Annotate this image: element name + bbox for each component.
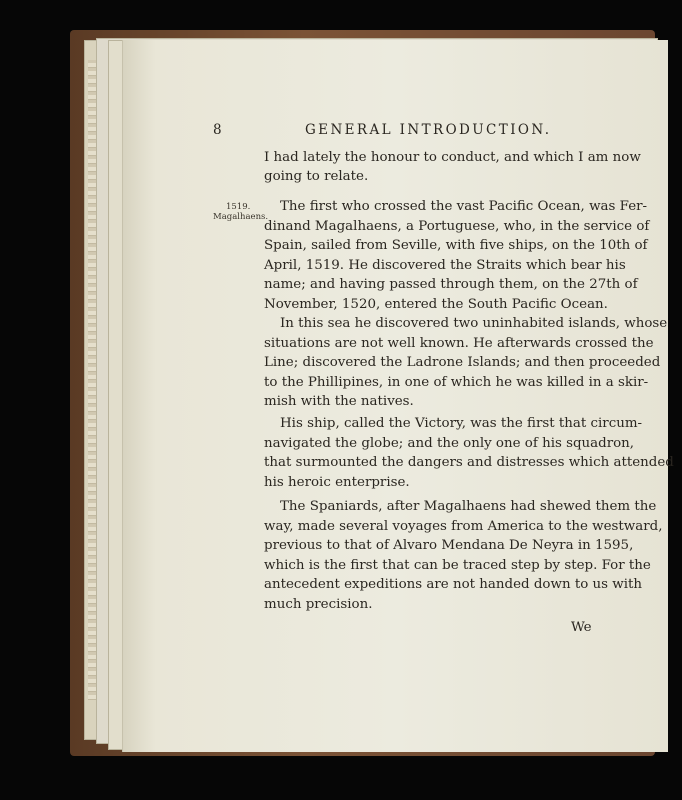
text-line: previous to that of Alvaro Mendana De Neyra in 1595, bbox=[264, 538, 634, 553]
text-line: I had lately the honour to conduct, and which I am now bbox=[264, 150, 641, 165]
text-line: which is the first that can be traced step by step. For the bbox=[264, 557, 651, 573]
margin-note-name: Magalhaens. bbox=[213, 212, 269, 222]
text-line: In this sea he discovered two uninhabited islands, whose bbox=[280, 316, 668, 331]
text-line: that surmounted the dangers and distresses which attended bbox=[264, 455, 674, 470]
text-line: Spain, sailed from Seville, with five ships, on the 10th of bbox=[264, 238, 648, 253]
running-title: GENERAL INTRODUCTION. bbox=[305, 122, 552, 138]
text-line: much precision. bbox=[264, 596, 373, 612]
text-line: to the Phillipines, in one of which he was killed in a skir- bbox=[264, 374, 649, 390]
page-edge-speckle bbox=[88, 60, 96, 700]
text-line: Line; discovered the Ladrone Islands; and then proceeded bbox=[264, 355, 661, 370]
text-line: dinand Magalhaens, a Portuguese, who, in the service of bbox=[264, 218, 650, 234]
text-line: navigated the globe; and the only one of his squadron, bbox=[264, 435, 635, 451]
text-line: situations are not well known. He afterwards crossed the bbox=[264, 335, 654, 351]
text-line: antecedent expeditions are not handed down to us with bbox=[264, 577, 643, 592]
text-line: The first who crossed the vast Pacific Ocean, was Fer- bbox=[280, 199, 648, 214]
margin-note-year: 1519. bbox=[226, 202, 251, 212]
page-number: 8 bbox=[213, 122, 224, 138]
text-line: going to relate. bbox=[264, 169, 369, 184]
text-line: The Spaniards, after Magalhaens had shewed them the bbox=[280, 499, 657, 514]
text-line: way, made several voyages from America to the westward, bbox=[264, 518, 663, 534]
text-line: name; and having passed through them, on the 27th of bbox=[264, 277, 638, 292]
text-line: mish with the natives. bbox=[264, 394, 414, 409]
text-line: his heroic enterprise. bbox=[264, 474, 410, 490]
margin-note bbox=[213, 202, 269, 222]
text-line: His ship, called the Victory, was the first that circum- bbox=[280, 416, 643, 431]
text-line: November, 1520, entered the South Pacific Ocean. bbox=[264, 296, 608, 312]
catchword: We bbox=[571, 620, 592, 635]
text-line: April, 1519. He discovered the Straits which bear his bbox=[264, 257, 626, 273]
